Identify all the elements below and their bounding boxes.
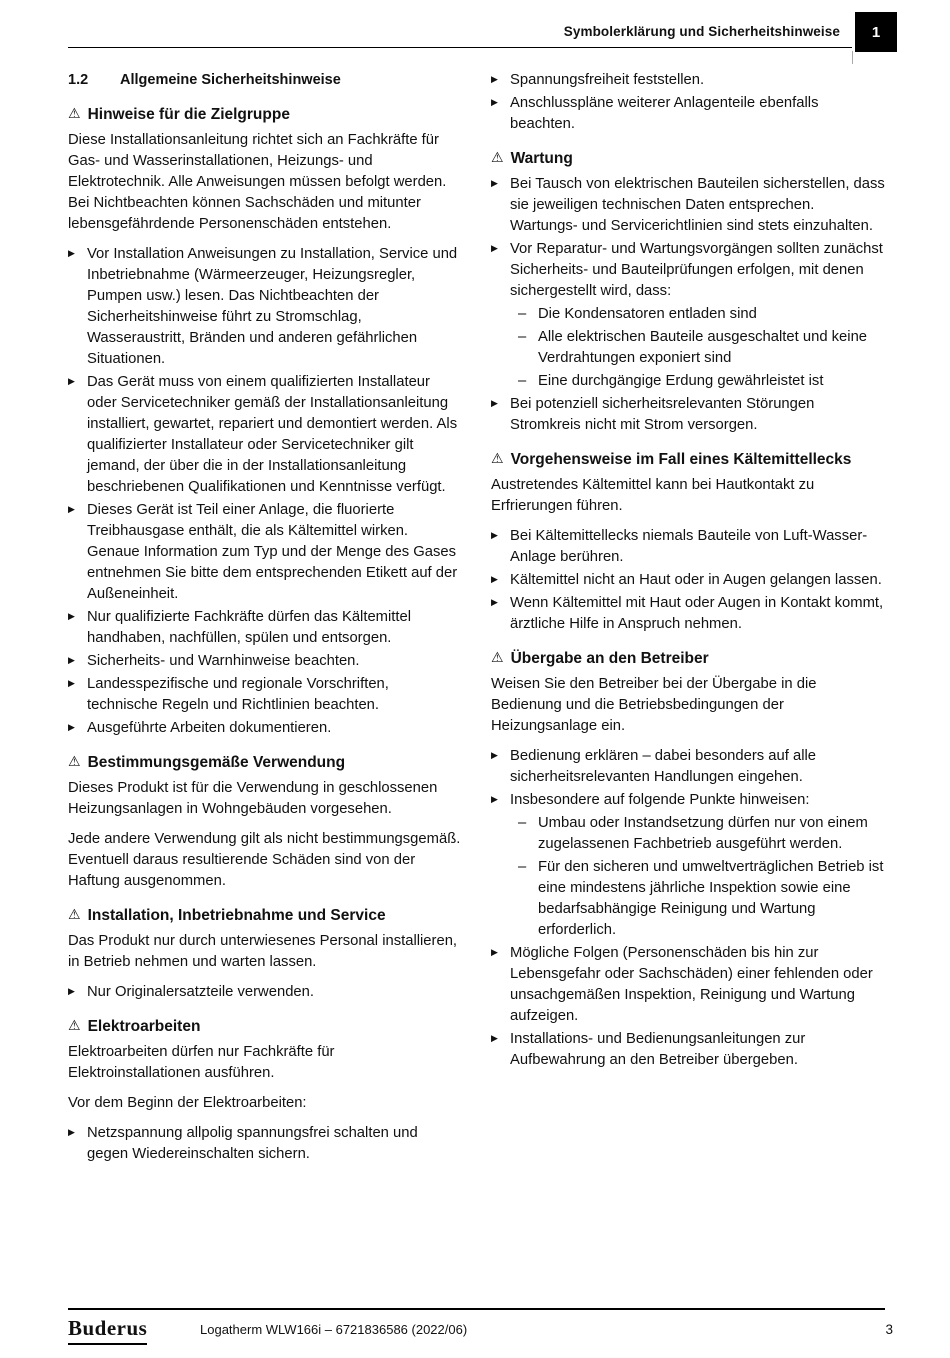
bullet-text: Kältemittel nicht an Haut oder in Augen gelangen lassen. bbox=[510, 572, 882, 588]
page-number: 3 bbox=[885, 1322, 893, 1337]
bullet-arrow-icon: ▶ bbox=[491, 948, 498, 958]
bullet-text: Nur qualifizierte Fachkräfte dürfen das Kältemittel handhaben, nachfüllen, spülen und entsorgen. bbox=[87, 609, 412, 646]
warning-heading bbox=[68, 752, 462, 774]
bullet-text: Mögliche Folgen (Personenschäden bis hin zur Lebensgefahr oder Sachschäden) einer fehlenden oder unsachgemäßen Inspektion, Reinigung und Wartung aufzeigen. bbox=[510, 945, 873, 1024]
bullet-item bbox=[491, 394, 885, 436]
warning-heading bbox=[491, 449, 885, 471]
buderus-logo: Buderus bbox=[68, 1316, 147, 1345]
section-heading bbox=[68, 70, 462, 91]
warning-icon: ⚠ bbox=[491, 150, 504, 166]
left-column bbox=[68, 70, 462, 1167]
bullet-item bbox=[68, 1123, 462, 1165]
warning-heading-label: Bestimmungsgemäße Verwendung bbox=[87, 754, 346, 771]
bullet-item bbox=[491, 239, 885, 302]
dash-marker: – bbox=[518, 859, 527, 875]
sub-bullet-text: Die Kondensatoren entladen sind bbox=[538, 306, 757, 322]
warning-heading bbox=[491, 648, 885, 670]
bullet-text: Bei Kältemittellecks niemals Bauteile von Luft-Wasser-Anlage berühren. bbox=[510, 528, 868, 565]
warning-icon: ⚠ bbox=[491, 451, 504, 467]
paragraph: Weisen Sie den Betreiber bei der Übergabe in die Bedienung und die Betriebsbedingungen der Heizungsanlage ein. bbox=[491, 676, 817, 734]
bullet-item bbox=[491, 526, 885, 568]
bullet-item bbox=[68, 982, 462, 1003]
sub-bullet-item bbox=[491, 327, 885, 369]
bullet-item bbox=[491, 593, 885, 635]
bullet-arrow-icon: ▶ bbox=[491, 598, 498, 608]
footer-doc-info: Logatherm WLW166i – 6721836586 (2022/06) bbox=[200, 1322, 468, 1337]
sub-bullet-text: Umbau oder Instandsetzung dürfen nur von einem zugelassenen Fachbetrieb ausgeführt werden. bbox=[538, 815, 868, 852]
bullet-arrow-icon: ▶ bbox=[68, 679, 75, 689]
warning-icon: ⚠ bbox=[491, 650, 504, 666]
bullet-item bbox=[491, 1029, 885, 1071]
right-column bbox=[491, 70, 885, 1167]
bullet-arrow-icon: ▶ bbox=[68, 987, 75, 997]
warning-heading bbox=[68, 905, 462, 927]
bullet-arrow-icon: ▶ bbox=[491, 531, 498, 541]
sub-bullet-text: Für den sicheren und umweltverträglichen Betrieb ist eine mindestens jährliche Inspektion sowie eine bedarfsabhängige Reinigung und Wartung erforderlich. bbox=[538, 859, 884, 938]
bullet-item bbox=[491, 93, 885, 135]
bullet-text: Bedienung erklären – dabei besonders auf alle sicherheitsrelevanten Handlungen eingehen. bbox=[510, 748, 817, 785]
dash-marker: – bbox=[518, 329, 527, 345]
sub-bullet-text: Alle elektrischen Bauteile ausgeschaltet und keine Verdrahtungen exponiert sind bbox=[538, 329, 868, 366]
bullet-arrow-icon: ▶ bbox=[491, 575, 498, 585]
bullet-text: Dieses Gerät ist Teil einer Anlage, die fluorierte Treibhausgase enthält, die als Kältemittel wirken. Genaue Information zum Typ und der Menge des Gases entnehmen Sie bitte dem entsprechenden Etikett auf der Außeneinheit. bbox=[87, 502, 458, 602]
warning-heading bbox=[68, 1016, 462, 1038]
dash-marker: – bbox=[518, 815, 527, 831]
bullet-text: Sicherheits- und Warnhinweise beachten. bbox=[87, 653, 360, 669]
warning-heading-label: Übergabe an den Betreiber bbox=[510, 650, 709, 667]
warning-heading-label: Wartung bbox=[510, 150, 573, 167]
bullet-item bbox=[491, 70, 885, 91]
paragraph: Jede andere Verwendung gilt als nicht bestimmungsgemäß. Eventuell daraus resultierende Schäden sind von der Haftung ausgenommen. bbox=[68, 831, 461, 889]
warning-heading bbox=[491, 148, 885, 170]
paragraph: Diese Installationsanleitung richtet sich an Fachkräfte für Gas- und Wasserinstallationen, Heizungs- und Elektrotechnik. Alle Anweisungen müssen befolgt werden. Bei Nichtbeachten können Sachschäden und mitunter lebensgefährdende Personenschäden entstehen. bbox=[68, 132, 447, 232]
bullet-text: Vor Installation Anweisungen zu Installation, Service und Inbetriebnahme (Wärmeerzeuger, Heizungsregler, Pumpen usw.) lesen. Das Nichtbeachten der Sicherheitshinweise führt zu Stromschlag, Wasseraustritt, Bränden und anderen gefährlichen Situationen. bbox=[87, 246, 458, 367]
bullet-arrow-icon: ▶ bbox=[491, 1034, 498, 1044]
dash-marker: – bbox=[518, 306, 527, 322]
bullet-text: Ausgeführte Arbeiten dokumentieren. bbox=[87, 720, 332, 736]
warning-heading bbox=[68, 104, 462, 126]
bullet-arrow-icon: ▶ bbox=[68, 1128, 75, 1138]
bullet-arrow-icon: ▶ bbox=[68, 377, 75, 387]
bullet-text: Bei Tausch von elektrischen Bauteilen sicherstellen, dass sie jeweiligen technischen Daten entsprechen. Wartungs- und Servicerichtlinien sind stets einzuhalten. bbox=[510, 176, 885, 234]
sub-bullet-item bbox=[491, 304, 885, 325]
bullet-item bbox=[491, 746, 885, 788]
bullet-item bbox=[491, 943, 885, 1027]
warning-heading-label: Elektroarbeiten bbox=[87, 1018, 201, 1035]
footer-rule bbox=[68, 1308, 885, 1310]
bullet-arrow-icon: ▶ bbox=[491, 179, 498, 189]
warning-icon: ⚠ bbox=[68, 1018, 81, 1034]
bullet-arrow-icon: ▶ bbox=[68, 249, 75, 259]
bullet-text: Vor Reparatur- und Wartungsvorgängen sollten zunächst Sicherheits- und Bauteilprüfungen erfolgen, mit denen sichergestellt wird, dass: bbox=[510, 241, 883, 299]
bullet-item bbox=[491, 174, 885, 237]
bullet-item bbox=[68, 607, 462, 649]
chapter-tick-mark bbox=[852, 51, 853, 64]
header-title: Symbolerklärung und Sicherheitshinweise bbox=[563, 24, 840, 39]
bullet-arrow-icon: ▶ bbox=[491, 75, 498, 85]
warning-icon: ⚠ bbox=[68, 106, 81, 122]
paragraph: Vor dem Beginn der Elektroarbeiten: bbox=[68, 1095, 307, 1111]
bullet-text: Spannungsfreiheit feststellen. bbox=[510, 72, 705, 88]
bullet-item bbox=[68, 500, 462, 605]
section-number: 1.2 bbox=[68, 72, 89, 88]
bullet-text: Nur Originalersatzteile verwenden. bbox=[87, 984, 314, 1000]
bullet-arrow-icon: ▶ bbox=[68, 656, 75, 666]
bullet-arrow-icon: ▶ bbox=[491, 244, 498, 254]
bullet-item bbox=[68, 372, 462, 498]
section-title: Allgemeine Sicherheitshinweise bbox=[120, 72, 341, 88]
bullet-text: Das Gerät muss von einem qualifizierten Installateur oder Servicetechniker gemäß der Installationsanleitung installiert, gewartet, repariert und demontiert werden. Als qualifizierter Installateur oder Servicetechniker gilt jemand, der über die in der Installationsanleitung beschriebenen Qualifikationen und Kenntnisse verfügt. bbox=[87, 374, 458, 495]
bullet-text: Bei potenziell sicherheitsrelevanten Störungen Stromkreis nicht mit Strom versorgen. bbox=[510, 396, 815, 433]
bullet-arrow-icon: ▶ bbox=[68, 723, 75, 733]
warning-heading-label: Installation, Inbetriebnahme und Service bbox=[87, 907, 386, 924]
bullet-item bbox=[68, 244, 462, 370]
bullet-item bbox=[68, 651, 462, 672]
sub-bullet-text: Eine durchgängige Erdung gewährleistet ist bbox=[538, 373, 824, 389]
bullet-item bbox=[491, 570, 885, 591]
bullet-arrow-icon: ▶ bbox=[491, 399, 498, 409]
sub-bullet-item bbox=[491, 857, 885, 941]
bullet-text: Wenn Kältemittel mit Haut oder Augen in Kontakt kommt, ärztliche Hilfe in Anspruch nehmen. bbox=[510, 595, 884, 632]
bullet-text: Anschlusspläne weiterer Anlagenteile ebenfalls beachten. bbox=[510, 95, 819, 132]
sub-bullet-item bbox=[491, 813, 885, 855]
bullet-item bbox=[68, 718, 462, 739]
bullet-text: Landesspezifische und regionale Vorschriften, technische Regeln und Richtlinien beachten. bbox=[87, 676, 389, 713]
dash-marker: – bbox=[518, 373, 527, 389]
paragraph: Austretendes Kältemittel kann bei Hautkontakt zu Erfrierungen führen. bbox=[491, 477, 815, 514]
warning-heading-label: Vorgehensweise im Fall eines Kältemittellecks bbox=[510, 451, 852, 468]
bullet-text: Netzspannung allpolig spannungsfrei schalten und gegen Wiedereinschalten sichern. bbox=[87, 1125, 418, 1162]
bullet-item bbox=[491, 790, 885, 811]
paragraph: Das Produkt nur durch unterwiesenes Personal installieren, in Betrieb nehmen und warten lassen. bbox=[68, 933, 458, 970]
bullet-text: Insbesondere auf folgende Punkte hinweisen: bbox=[510, 792, 810, 808]
bullet-item bbox=[68, 674, 462, 716]
bullet-arrow-icon: ▶ bbox=[68, 505, 75, 515]
content-columns bbox=[68, 70, 885, 1167]
warning-icon: ⚠ bbox=[68, 907, 81, 923]
bullet-arrow-icon: ▶ bbox=[491, 751, 498, 761]
warning-icon: ⚠ bbox=[68, 754, 81, 770]
paragraph: Elektroarbeiten dürfen nur Fachkräfte für Elektroinstallationen ausführen. bbox=[68, 1044, 335, 1081]
header-rule bbox=[68, 47, 852, 48]
sub-bullet-item bbox=[491, 371, 885, 392]
chapter-number-box: 1 bbox=[855, 12, 897, 52]
bullet-arrow-icon: ▶ bbox=[491, 795, 498, 805]
warning-heading-label: Hinweise für die Zielgruppe bbox=[87, 106, 290, 123]
paragraph: Dieses Produkt ist für die Verwendung in geschlossenen Heizungsanlagen in Wohngebäuden vorgesehen. bbox=[68, 780, 438, 817]
bullet-text: Installations- und Bedienungsanleitungen zur Aufbewahrung an den Betreiber übergeben. bbox=[510, 1031, 806, 1068]
bullet-arrow-icon: ▶ bbox=[68, 612, 75, 622]
bullet-arrow-icon: ▶ bbox=[491, 98, 498, 108]
